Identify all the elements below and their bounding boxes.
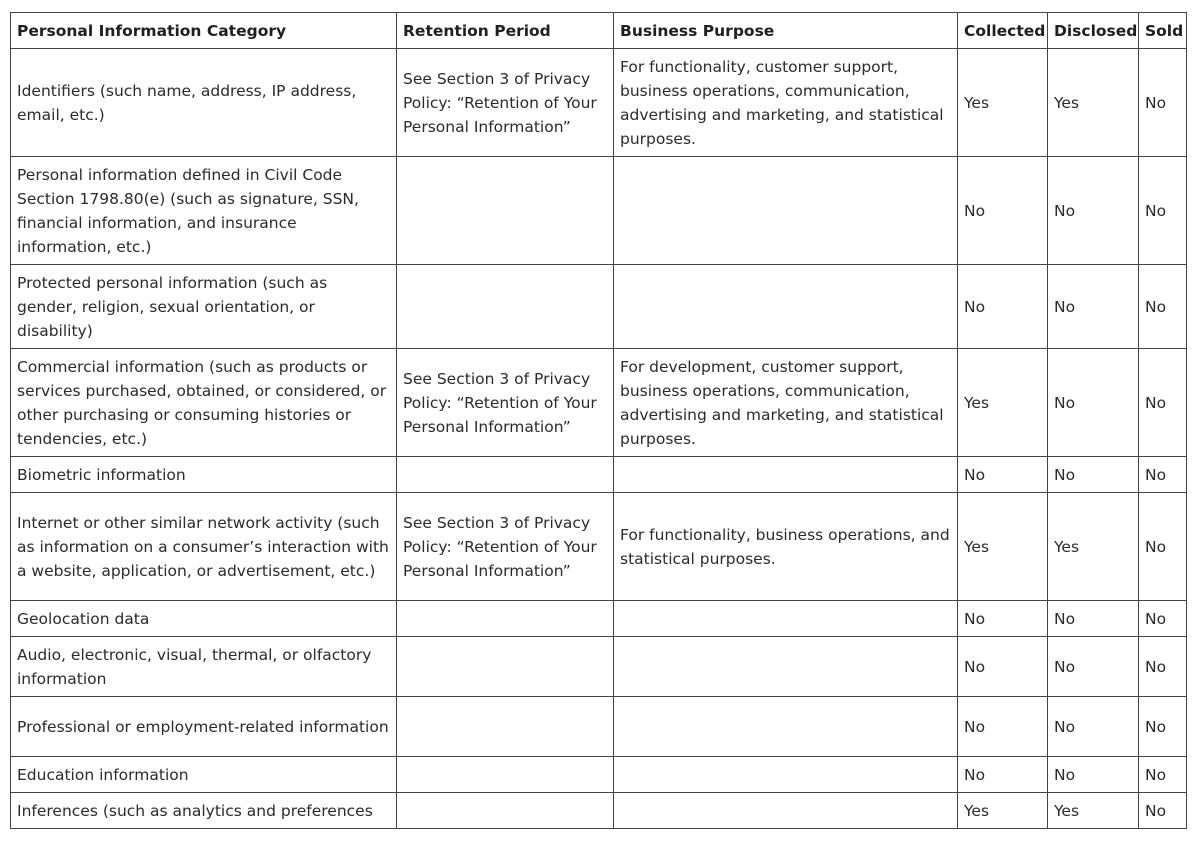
cell-retention: See Section 3 of Privacy Policy: “Retention of Your Personal Information” [397,349,614,457]
cell-purpose: For functionality, business operations, and statistical purposes. [614,493,958,601]
cell-category: Professional or employment-related information [11,697,397,757]
cell-collected: No [958,697,1048,757]
cell-sold: No [1139,157,1187,265]
header-retention-period: Retention Period [397,13,614,49]
cell-retention: See Section 3 of Privacy Policy: “Retention of Your Personal Information” [397,49,614,157]
cell-retention [397,757,614,793]
cell-category: Audio, electronic, visual, thermal, or olfactory information [11,637,397,697]
cell-retention [397,265,614,349]
cell-category: Protected personal information (such as gender, religion, sexual orientation, or disability) [11,265,397,349]
cell-collected: No [958,601,1048,637]
cell-disclosed: No [1048,757,1139,793]
header-category: Personal Information Category [11,13,397,49]
cell-category: Inferences (such as analytics and preferences [11,793,397,829]
cell-sold: No [1139,697,1187,757]
table-row [11,637,1187,697]
cell-sold: No [1139,493,1187,601]
cell-sold: No [1139,457,1187,493]
table-row [11,49,1187,157]
cell-disclosed: No [1048,457,1139,493]
cell-collected: Yes [958,793,1048,829]
table-header-row [11,13,1187,49]
table-row [11,493,1187,601]
header-business-purpose: Business Purpose [614,13,958,49]
cell-retention [397,601,614,637]
cell-purpose [614,697,958,757]
table-row [11,697,1187,757]
privacy-information-table [10,12,1187,829]
table-row [11,265,1187,349]
cell-collected: No [958,265,1048,349]
cell-disclosed: Yes [1048,493,1139,601]
table-row [11,757,1187,793]
cell-disclosed: No [1048,157,1139,265]
cell-disclosed: No [1048,601,1139,637]
cell-collected: Yes [958,493,1048,601]
cell-retention: See Section 3 of Privacy Policy: “Retention of Your Personal Information” [397,493,614,601]
cell-sold: No [1139,265,1187,349]
table-row [11,601,1187,637]
cell-disclosed: Yes [1048,793,1139,829]
cell-category: Biometric information [11,457,397,493]
cell-purpose [614,601,958,637]
cell-retention [397,157,614,265]
header-collected: Collected [958,13,1048,49]
cell-purpose [614,757,958,793]
cell-purpose [614,793,958,829]
cell-category: Education information [11,757,397,793]
cell-category: Personal information defined in Civil Code Section 1798.80(e) (such as signature, SSN, financial information, and insurance information, etc.) [11,157,397,265]
cell-disclosed: No [1048,265,1139,349]
table-row [11,157,1187,265]
cell-sold: No [1139,757,1187,793]
cell-disclosed: No [1048,637,1139,697]
cell-collected: Yes [958,49,1048,157]
cell-purpose [614,457,958,493]
table-row [11,457,1187,493]
table-row [11,349,1187,457]
cell-category: Commercial information (such as products or services purchased, obtained, or considered, or other purchasing or consuming histories or tendencies, etc.) [11,349,397,457]
cell-sold: No [1139,793,1187,829]
table-row [11,793,1187,829]
cell-purpose: For functionality, customer support, business operations, communication, advertising and marketing, and statistical purposes. [614,49,958,157]
cell-sold: No [1139,49,1187,157]
header-disclosed: Disclosed [1048,13,1139,49]
cell-purpose: For development, customer support, business operations, communication, advertising and marketing, and statistical purposes. [614,349,958,457]
cell-collected: No [958,457,1048,493]
cell-disclosed: Yes [1048,49,1139,157]
cell-retention [397,457,614,493]
cell-retention [397,637,614,697]
cell-retention [397,793,614,829]
header-sold: Sold [1139,13,1187,49]
cell-disclosed: No [1048,349,1139,457]
cell-collected: Yes [958,349,1048,457]
cell-purpose [614,637,958,697]
cell-category: Identifiers (such name, address, IP address, email, etc.) [11,49,397,157]
cell-disclosed: No [1048,697,1139,757]
cell-collected: No [958,637,1048,697]
cell-collected: No [958,757,1048,793]
cell-retention [397,697,614,757]
cell-sold: No [1139,601,1187,637]
cell-purpose [614,157,958,265]
cell-purpose [614,265,958,349]
cell-category: Internet or other similar network activity (such as information on a consumer’s interaction with a website, application, or advertisement, etc.) [11,493,397,601]
cell-sold: No [1139,637,1187,697]
cell-category: Geolocation data [11,601,397,637]
cell-sold: No [1139,349,1187,457]
cell-collected: No [958,157,1048,265]
